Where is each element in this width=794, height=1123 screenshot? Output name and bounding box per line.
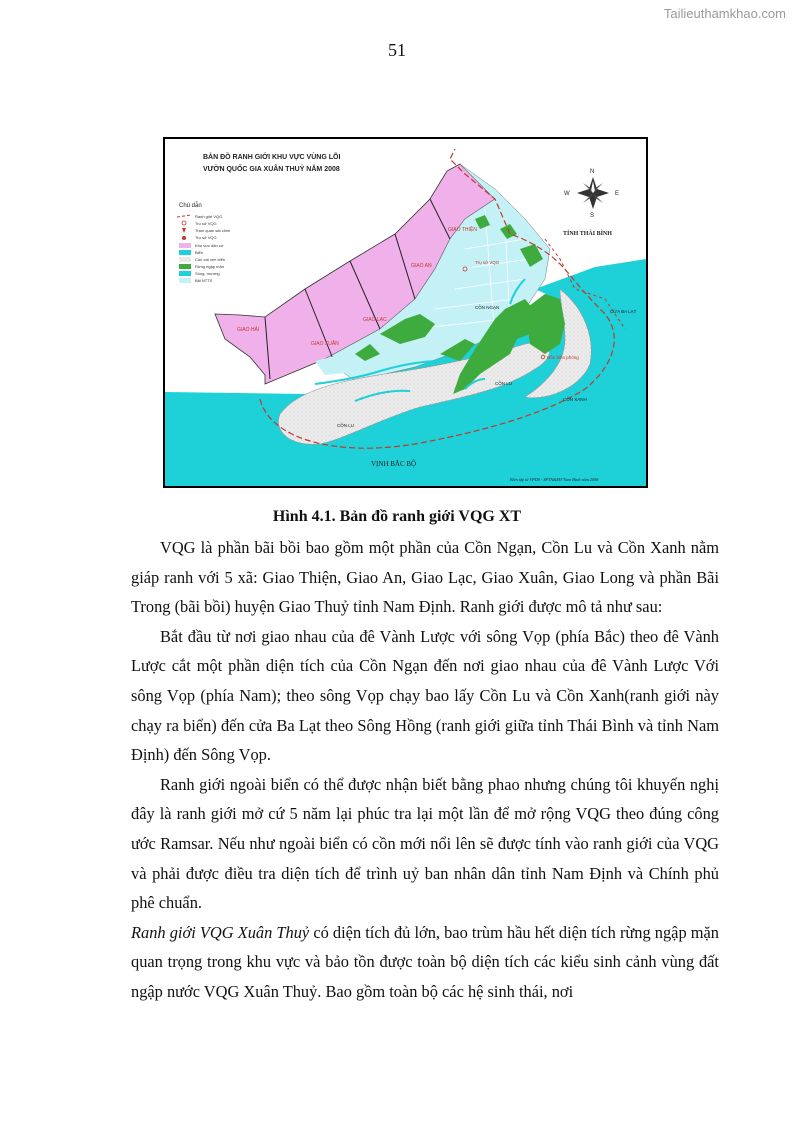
legend-swatch (179, 243, 191, 248)
figure-caption: Hình 4.1. Bản đồ ranh giới VQG XT (272, 508, 522, 525)
paragraph: VQG là phần bãi bồi bao gồm một phần của Cồn Ngạn, Cồn Lu và Cồn Xanh nằm giáp ranh với 5 xã: Giao Thiện, Giao An, Giao Lạc, Giao Xuân, Giao Long và phần Bãi Trong (bãi bồi) huyện Giao Thuỷ tỉnh Nam Định. Ranh giới được mô tả như sau: (131, 538, 719, 617)
label-cua-ba-lat: CỬA BA LẠT (610, 309, 637, 314)
legend-item: Biển (195, 250, 204, 255)
label-don-bien-phong: Đồn biên phòng (547, 355, 579, 360)
legend-item: Rừng ngập mặn (195, 264, 224, 269)
paragraph: Bắt đầu từ nơi giao nhau của đê Vành Lược với sông Vọp (phía Bắc) theo đê Vành Lược cắt một phần diện tích của Cồn Ngạn đến nơi giao nhau của đê Vành Lược Với sông Vọp (phía Nam); theo sông Vọp chạy bao lấy Cồn Lu và Cồn Xanh(ranh giới này chạy ra biển) đến cửa Ba Lạt theo Sông Hồng (ranh giới giữa tỉnh Thái Bình và tỉnh Nam Định) đến Sông Vọp. (131, 626, 719, 765)
legend-swatch (179, 257, 191, 262)
map-title-line2: VƯỜN QUỐC GIA XUÂN THUỶ NĂM 2008 (203, 166, 340, 173)
legend-swatch (179, 250, 191, 255)
paragraph: Ranh giới ngoài biển có thể được nhận biết bằng phao nhưng chúng tôi khuyến nghị đây là ranh giới mở cứ 5 năm lại phúc tra lại một lần để mở rộng VQG theo đúng công ước Ramsar. Nếu như ngoài biển có cồn mới nổi lên sẽ được tính vào ranh giới của VQG và phải được điều tra diện tích để trình uỷ ban nhân dân tỉnh Nam Định và Chính phủ phê chuẩn. (131, 774, 719, 913)
paragraph-last (131, 918, 719, 1007)
legend-title: Chú dẫn (179, 203, 202, 209)
compass-north: N (590, 169, 595, 175)
legend-swatch (179, 264, 191, 269)
compass-south: S (590, 213, 595, 219)
legend-item: Sông, mương (195, 271, 220, 276)
label-giao-hai: GIAO HẢI (237, 327, 260, 333)
legend-item: Khu vực dân cư (195, 243, 224, 248)
label-tinh-thai-binh: TỈNH THÁI BÌNH (563, 231, 612, 237)
legend-item: Bãi NTTS (195, 278, 213, 283)
legend-item: Ranh giới VQG (195, 214, 223, 219)
legend-swatch (179, 278, 191, 283)
compass-west: W (564, 191, 570, 197)
label-con-lu-inner: CỒN LU (495, 381, 513, 386)
compass-east: E (615, 191, 620, 197)
label-vinh-bac-bo: VỊNH BẮC BỘ (371, 460, 417, 468)
watermark: Tailieuthamkhao.com (663, 6, 786, 21)
paragraph-rest: có diện tích đủ lớn, bao trùm hầu hết diện tích rừng ngập mặn quan trọng trong khu vực và bảo tồn được toàn bộ diện tích các kiểu sinh cảnh vùng đất ngập nước VQG Xuân Thuỷ. Bao gồm toàn bộ các hệ sinh thái, nơi (131, 922, 719, 1001)
map-title-line1: BẢN ĐỒ RANH GIỚI KHU VỰC VÙNG LÕI (203, 154, 341, 161)
label-con-lu: CỒN LU (337, 423, 355, 428)
label-giao-lac: GIAO LẠC (363, 317, 387, 323)
legend-item: Cồn cát ven biển (195, 257, 226, 262)
legend-item: Trụ sở VQG (195, 221, 217, 226)
body-text (131, 533, 719, 1007)
boundary-map (165, 139, 646, 486)
label-con-xanh: CỒN XANH (563, 397, 587, 402)
legend-item: Trụ sở VQG (195, 235, 217, 240)
legend-swatch (179, 271, 191, 276)
label-giao-xuan: GIAO XUÂN (311, 341, 339, 347)
page-number: 51 (388, 40, 406, 60)
label-con-ngan: CỒN NGẠN (475, 305, 500, 310)
map-figure (163, 137, 648, 488)
label-giao-thien: GIAO THIỆN (448, 227, 477, 233)
italic-lead: Ranh giới VQG Xuân Thuỷ (131, 922, 310, 942)
headquarters-icon (182, 236, 186, 240)
map-credit: Biên tập từ VPDS - SPTN&MT Nam Định năm 2008 (510, 477, 599, 482)
legend-item: Trạm quan sát chim (195, 228, 231, 233)
label-giao-an: GIAO AN (411, 263, 432, 269)
label-tru-so: Trụ sở VQG (475, 260, 500, 265)
